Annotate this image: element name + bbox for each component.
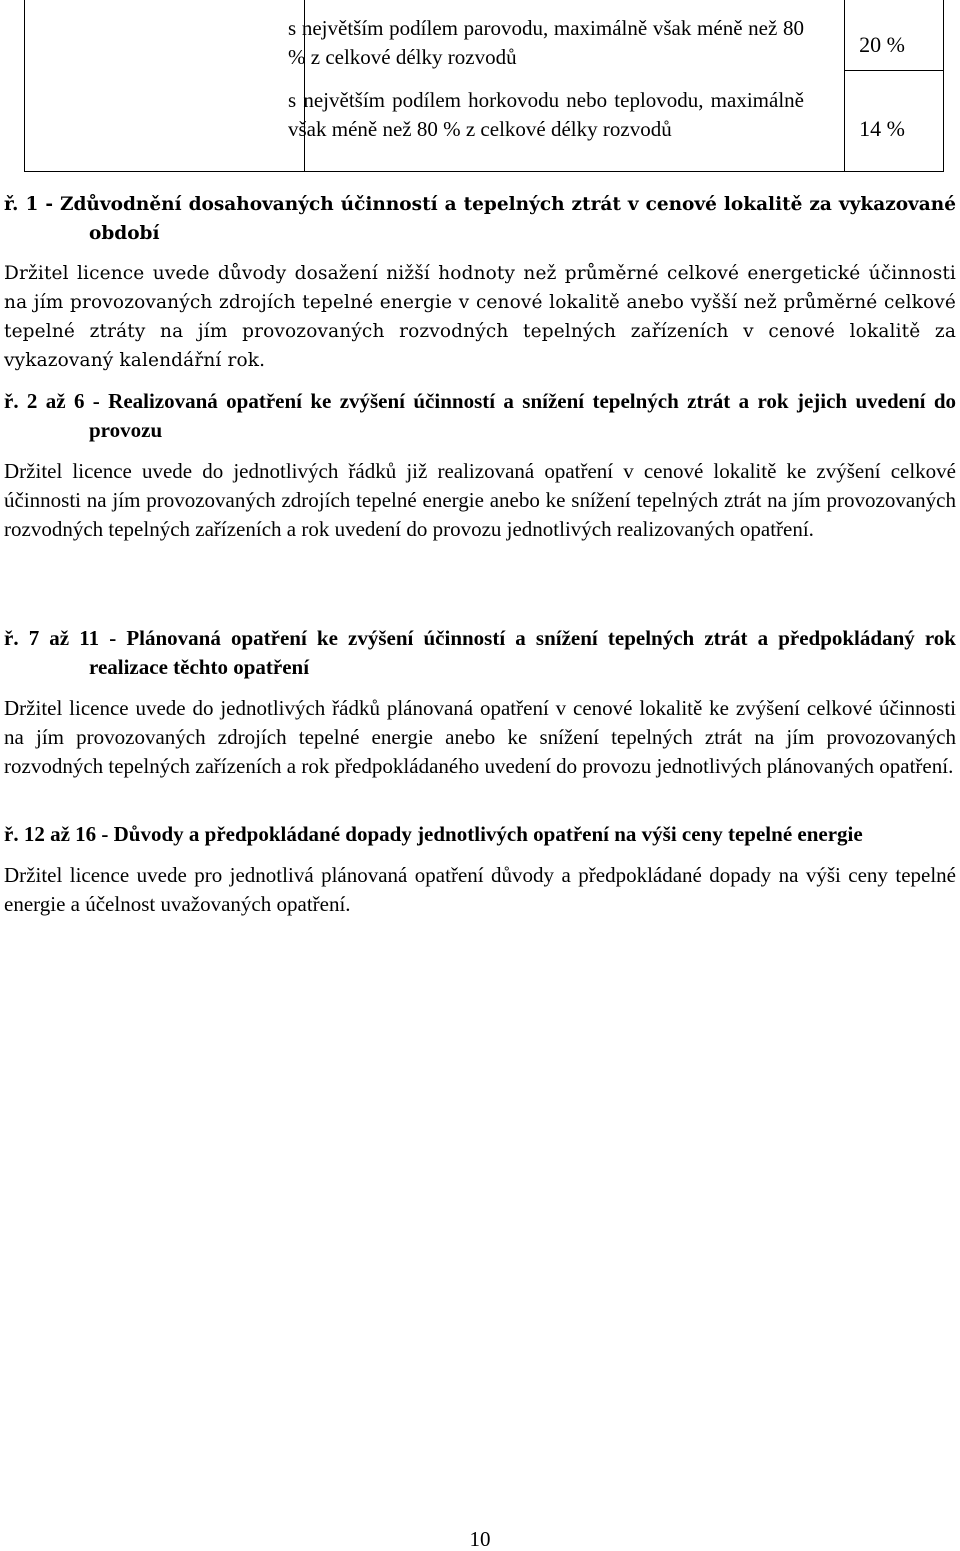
table-row-2-value: 14 % xyxy=(859,116,905,141)
section-heading: ř. 7 až 11 - Plánovaná opatření ke zvýšení účinností a snížení tepelných ztrát a předpokládaný rok realizace těchto opatření xyxy=(4,626,956,679)
section-rows-2-6 xyxy=(4,387,956,544)
table-row-1-description: s největším podílem parovodu, maximálně však méně než 80 % z celkové délky rozvodů xyxy=(288,16,804,69)
table-row-2-description: s největším podílem horkovodu nebo teplovodu, maximálně však méně než 80 % z celkové délky rozvodů xyxy=(288,88,804,141)
section-rows-7-11 xyxy=(4,624,956,781)
section-paragraph: Držitel licence uvede do jednotlivých řádků již realizovaná opatření v cenové lokalitě ke zvýšení celkové účinnosti na jím provozovaných zdrojích tepelné energie anebo ke snížení tepelných ztrát na jím provozovaných rozvodných tepelných zařízeních a rok uvedení do provozu jednotlivých realizovaných opatření. xyxy=(4,459,956,541)
section-paragraph: Držitel licence uvede důvody dosažení nižší hodnoty než průměrné celkové energetické účinnosti na jím provozovaných zdrojích tepelné energie v cenové lokalitě anebo vyšší než průměrné celkové tepelné ztráty na jím provozovaných rozvodných tepelných zařízeních v cenové lokalitě za vykazovaný kalendářní rok. xyxy=(4,263,956,371)
section-heading: ř. 2 až 6 - Realizovaná opatření ke zvýšení účinností a snížení tepelných ztrát a rok jejich uvedení do provozu xyxy=(4,389,956,442)
page-number: 10 xyxy=(469,1527,491,1551)
section-paragraph: Držitel licence uvede do jednotlivých řádků plánovaná opatření v cenové lokalitě ke zvýšení celkové účinnosti na jím provozovaných zdrojích tepelné energie anebo ke snížení tepelných ztrát na jím provozovaných rozvodných tepelných zařízeních a rok předpokládaného uvedení do provozu jednotlivých plánovaných opatření. xyxy=(4,696,956,778)
section-paragraph: Držitel licence uvede pro jednotlivá plánovaná opatření důvody a předpokládané dopady na výši ceny tepelné energie a účelnost uvažovaných opatření. xyxy=(4,863,956,916)
section-heading: ř. 12 až 16 - Důvody a předpokládané dopady jednotlivých opatření na výši ceny tepelné energie xyxy=(4,822,863,846)
section-heading: ř. 1 - Zdůvodnění dosahovaných účinností a tepelných ztrát v cenové lokalitě za vykazované období xyxy=(4,194,956,244)
table-row-1-value: 20 % xyxy=(859,32,905,57)
section-row-1 xyxy=(4,190,956,375)
table-column-divider xyxy=(844,0,845,171)
section-rows-12-16 xyxy=(4,820,956,919)
table-row-divider xyxy=(844,70,943,71)
